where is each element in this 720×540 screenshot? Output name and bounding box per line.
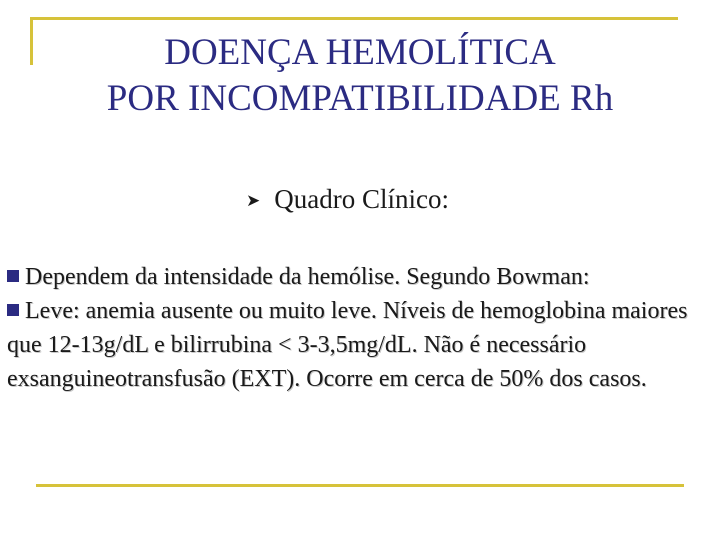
- paragraph-1-text: Dependem da intensidade da hemólise. Segundo Bowman:: [25, 264, 590, 290]
- subtitle: [246, 182, 449, 218]
- paragraph-1: [7, 260, 719, 294]
- paragraph-2-text: Leve: anemia ausente ou muito leve. Níveis de hemoglobina maiores que 12-13g/dL e bilirrubina < 3-3,5mg/dL. Não é necessário exsanguineotransfusão (EXT). Ocorre em cerca de 50% dos casos.: [7, 298, 688, 392]
- square-bullet-icon: [7, 270, 19, 282]
- frame-bottom-line: [36, 484, 684, 487]
- paragraph-2: [7, 294, 719, 396]
- title-line-2: POR INCOMPATIBILIDADE Rh: [106, 78, 614, 119]
- slide-title: [0, 30, 720, 122]
- subtitle-text: Quadro Clínico:: [274, 184, 449, 214]
- frame-top-line: [30, 17, 678, 20]
- square-bullet-icon: [7, 304, 19, 316]
- arrow-bullet-icon: ➤: [246, 191, 261, 211]
- body-text: [7, 260, 719, 396]
- title-line-1: DOENÇA HEMOLÍTICA: [164, 32, 556, 73]
